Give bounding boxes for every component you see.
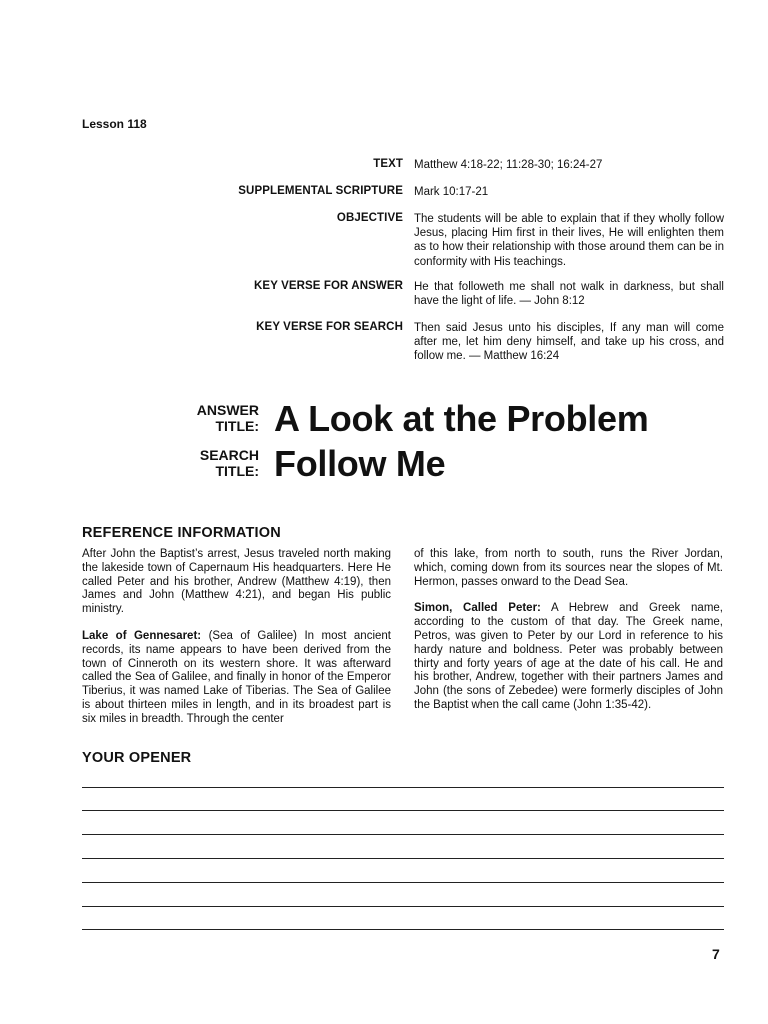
writing-line bbox=[82, 858, 724, 859]
your-opener-heading: YOUR OPENER bbox=[82, 750, 192, 766]
answer-title-label-line1: ANSWER bbox=[196, 402, 259, 418]
reference-body: (Sea of Galilee) In most ancient records, its name appears to have been derived from the town of Cinneroth on its western shore. It was afterward called the Sea of Galilee, and finally in honor of the Emperor Tiberius, it was named Lake of Tiberias. The Sea of Galilee is about thirteen miles in length, and in its broadest part is six miles in breadth. Through the center bbox=[82, 629, 391, 725]
lesson-number: Lesson 118 bbox=[82, 117, 147, 131]
writing-line bbox=[82, 787, 724, 788]
text-label: TEXT bbox=[373, 158, 403, 170]
writing-line bbox=[82, 810, 724, 811]
reference-paragraph: of this lake, from north to south, runs the River Jordan, which, coming down from its sources near the slopes of Mt. Hermon, passes onward to the Dead Sea. bbox=[414, 548, 723, 588]
key-verse-answer-value: He that followeth me shall not walk in darkness, but shall have the light of life. — John 8:12 bbox=[414, 281, 724, 308]
answer-title-label-line2: TITLE: bbox=[215, 418, 259, 434]
reference-paragraph bbox=[414, 602, 723, 712]
key-verse-search-label: KEY VERSE FOR SEARCH bbox=[256, 321, 403, 333]
answer-title-label bbox=[139, 402, 259, 434]
search-title: Follow Me bbox=[274, 443, 446, 484]
search-title-label-line2: TITLE: bbox=[215, 463, 259, 479]
reference-paragraph bbox=[82, 630, 391, 727]
reference-right-column bbox=[414, 548, 723, 726]
text-value: Matthew 4:18-22; 11:28-30; 16:24-27 bbox=[414, 159, 603, 171]
reference-information-heading: REFERENCE INFORMATION bbox=[82, 525, 281, 541]
answer-title: A Look at the Problem bbox=[274, 398, 649, 439]
writing-line bbox=[82, 834, 724, 835]
writing-line bbox=[82, 929, 724, 930]
objective-value: The students will be able to explain that if they wholly follow Jesus, placing Him first in their lives, He will enlighten them as to how their relationship with those around them can be in conformity with His teachings. bbox=[414, 213, 724, 268]
search-title-label bbox=[139, 447, 259, 479]
writing-line bbox=[82, 882, 724, 883]
reference-left-column bbox=[82, 548, 391, 740]
objective-label: OBJECTIVE bbox=[336, 212, 403, 224]
writing-line bbox=[82, 906, 724, 907]
reference-paragraph: After John the Baptist’s arrest, Jesus traveled north making the lakeside town of Capernaum His headquarters. Here He called Peter and his brother, Andrew (Matthew 4:19), then James and John (Matthew 4:21), and began His public ministry. bbox=[82, 548, 391, 616]
key-verse-search-value: Then said Jesus unto his disciples, If any man will come after me, let him deny himself, and take up his cross, and follow me. — Matthew 16:24 bbox=[414, 322, 724, 363]
key-verse-answer-label: KEY VERSE FOR ANSWER bbox=[254, 280, 403, 292]
reference-term: Simon, Called Peter: bbox=[414, 602, 541, 615]
reference-body: A Hebrew and Greek name, according to the custom of that day. The Greek name, Petros, was given to Peter by our Lord in reference to his hardy nature and boldness. Peter was probably between thirty and forty years of age at the date of his call. He and his brother, Andrew, together with their partners James and John (the sons of Zebedee) were formerly disciples of John the Baptist when the call came (John 1:35-42). bbox=[414, 602, 723, 711]
page-number: 7 bbox=[712, 946, 720, 962]
supplemental-scripture-value: Mark 10:17-21 bbox=[414, 186, 489, 198]
supplemental-scripture-label: SUPPLEMENTAL SCRIPTURE bbox=[238, 185, 403, 197]
search-title-label-line1: SEARCH bbox=[199, 447, 259, 463]
reference-term: Lake of Gennesaret: bbox=[82, 629, 202, 642]
